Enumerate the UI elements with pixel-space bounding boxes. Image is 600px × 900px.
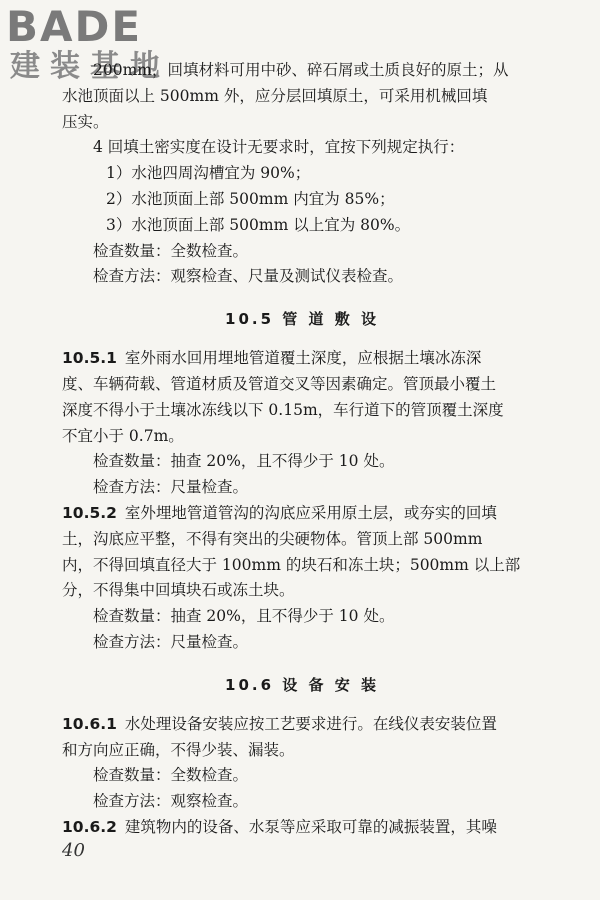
item-4-heading: 4 回填土密实度在设计无要求时，宜按下列规定执行： <box>93 138 465 157</box>
logo-text-bade: BADE <box>6 2 143 51</box>
clause-10-6-1-line-1 <box>62 712 542 738</box>
item-4-sub-1: 1）水池四周沟槽宜为 90%； <box>106 164 311 183</box>
clause-10-5-1-check-method: 检查方法：尺量检查。 <box>93 478 249 497</box>
clause-10-5-1-check-quantity: 检查数量：抽查 20%，且不得少于 10 处。 <box>93 452 395 471</box>
clause-10-6-1-line-2: 和方向应正确，不得少装、漏装。 <box>62 740 295 759</box>
item-4-sub-3: 3）水池顶面上部 500mm 以上宜为 80%。 <box>106 215 411 234</box>
logo-text-chinese: 建装基地 <box>10 49 170 84</box>
clause-text: 室外埋地管道管沟的沟底应采用原土层，或夯实的回填 <box>124 503 497 522</box>
clause-10-5-1-line-1 <box>62 346 542 372</box>
clause-number: 10.5.2 <box>62 503 117 522</box>
document-page <box>62 58 542 841</box>
clause-10-5-2-line-3: 内，不得回填直径大于 100mm 的块石和冻土块；500mm 以上部 <box>62 555 521 574</box>
clause-10-5-2-line-2: 土，沟底应平整，不得有突出的尖硬物体。管顶上部 500mm <box>62 529 483 548</box>
clause-text: 建筑物内的设备、水泵等应采取可靠的减振装置，其噪 <box>124 817 497 836</box>
clause-10-5-1-line-3: 深度不得小于土壤冰冻线以下 0.15m，车行道下的管顶覆土深度 <box>62 400 504 419</box>
clause-text: 水处理设备安装应按工艺要求进行。在线仪表安装位置 <box>124 714 497 733</box>
intro-line-3: 压实。 <box>62 112 109 131</box>
item-4-check-method: 检查方法：观察检查、尺量及测试仪表检查。 <box>93 267 404 286</box>
section-10-6-title: 10.6 设 备 安 装 <box>225 675 379 694</box>
clause-10-5-1-line-4: 不宜小于 0.7m。 <box>62 426 184 445</box>
clause-10-5-2-line-1 <box>62 501 542 527</box>
clause-10-5-1-line-2: 度、车辆荷载、管道材质及管道交叉等因素确定。管顶最小覆土 <box>62 374 497 393</box>
intro-line-1: 200mm，回填材料可用中砂、碎石屑或土质良好的原土；从 <box>93 61 509 79</box>
clause-number: 10.5.1 <box>62 349 117 368</box>
clause-10-6-2-line-1 <box>62 815 542 841</box>
clause-text: 室外雨水回用埋地管道覆土深度，应根据土壤冰冻深 <box>124 349 482 368</box>
clause-10-5-2-check-quantity: 检查数量：抽查 20%，且不得少于 10 处。 <box>93 607 395 626</box>
page-number: 40 <box>62 840 85 861</box>
clause-10-5-2-line-4: 分，不得集中回填块石或冻土块。 <box>62 581 295 600</box>
clause-10-5-2-check-method: 检查方法：尺量检查。 <box>93 632 249 651</box>
item-4-sub-2: 2）水池顶面上部 500mm 内宜为 85%； <box>106 189 395 208</box>
clause-number: 10.6.2 <box>62 817 117 836</box>
intro-line-2: 水池顶面以上 500mm 外，应分层回填原土，可采用机械回填 <box>62 86 488 105</box>
item-4-check-quantity: 检查数量：全数检查。 <box>93 241 249 260</box>
clause-number: 10.6.1 <box>62 714 117 733</box>
clause-10-6-1-check-method: 检查方法：观察检查。 <box>93 792 249 811</box>
clause-10-6-1-check-quantity: 检查数量：全数检查。 <box>93 766 249 785</box>
section-10-5-title: 10.5 管 道 敷 设 <box>225 310 379 329</box>
